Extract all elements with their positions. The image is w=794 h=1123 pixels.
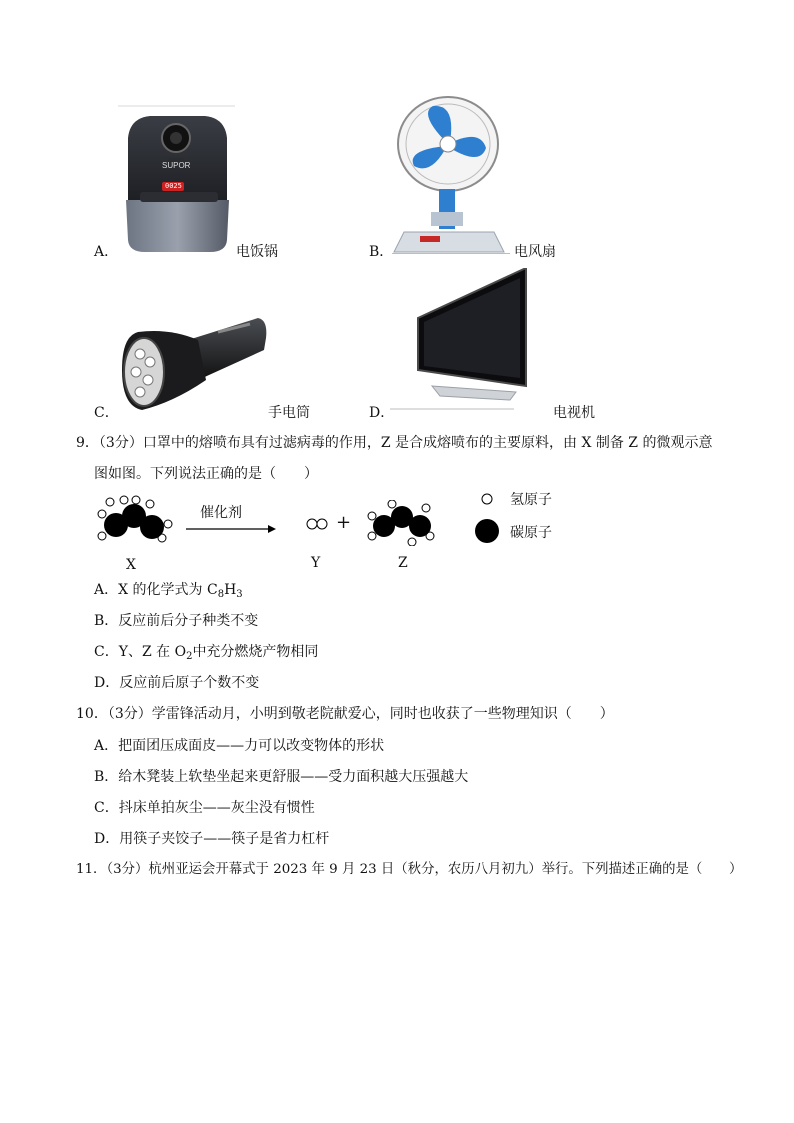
legend-carbon-label: 碳原子 bbox=[510, 525, 552, 541]
legend-hydrogen-label: 氢原子 bbox=[510, 492, 552, 508]
q8-option-b-text: 电风扇 bbox=[514, 244, 556, 260]
q10-option-d: D．用筷子夹饺子——筷子是省力杠杆 bbox=[94, 831, 330, 847]
flashlight-image bbox=[118, 310, 270, 412]
q8-option-c-letter: C． bbox=[94, 405, 119, 421]
rice-cooker-image bbox=[90, 100, 290, 265]
q8-option-b-letter: B． bbox=[369, 244, 394, 260]
q9-option-c: C．Y、Z 在 $O_2$中充分燃烧产物相同 bbox=[94, 644, 319, 662]
q8-option-b-underline bbox=[392, 253, 510, 254]
q10-option-b: B．给木凳装上软垫坐起来更舒服——受力面积越大压强越大 bbox=[94, 769, 469, 785]
q9-stem-line1: 9．（3分）口罩中的熔喷布具有过滤病毒的作用，Z 是合成熔喷布的主要原料，由 X 制备 Z 的微观示意 bbox=[76, 435, 713, 451]
q9-reaction-diagram bbox=[90, 488, 570, 578]
q8-option-a-text: 电饭锅 bbox=[236, 244, 278, 260]
electric-fan-image bbox=[388, 94, 513, 264]
cooker-brand: SUPOR bbox=[162, 161, 191, 170]
q10-stem: 10．（3分）学雷锋活动月，小明到敬老院献爱心，同时也收获了一些物理知识（ ） bbox=[76, 706, 614, 722]
molecule-z bbox=[366, 500, 436, 546]
q8-option-d-text: 电视机 bbox=[553, 405, 595, 421]
catalyst-label: 催化剂 bbox=[200, 505, 242, 521]
label-x: X bbox=[126, 557, 136, 573]
reaction-arrow bbox=[186, 522, 276, 532]
label-z: Z bbox=[398, 555, 408, 571]
q9-option-a: A．X 的化学式为 $C_8H_3$ bbox=[94, 582, 243, 600]
cooker-display: 0025 bbox=[165, 182, 182, 190]
q11-stem: 11．（3分）杭州亚运会开幕式于 2023 年 9 月 23 日（秋分，农历八月初九）举行。下列描述正确的是（ ） bbox=[76, 862, 743, 877]
q8-option-c-text: 手电筒 bbox=[268, 405, 310, 421]
television-image bbox=[388, 268, 528, 410]
legend-carbon-symbol bbox=[474, 518, 500, 544]
molecule-x bbox=[96, 494, 176, 544]
q8-option-a bbox=[90, 100, 290, 265]
q8-option-a-letter: A． bbox=[94, 244, 119, 260]
legend-hydrogen-symbol bbox=[480, 492, 494, 506]
q10-option-c: C．抖床单拍灰尘——灰尘没有惯性 bbox=[94, 800, 315, 816]
q9-option-b: B．反应前后分子种类不变 bbox=[94, 613, 259, 629]
plus-sign: + bbox=[336, 512, 352, 533]
q9-option-d: D．反应前后原子个数不变 bbox=[94, 675, 260, 691]
label-y: Y bbox=[311, 555, 321, 571]
q9-stem-line2: 图如图。下列说法正确的是（ ） bbox=[94, 466, 318, 482]
q10-option-a: A．把面团压成面皮——力可以改变物体的形状 bbox=[94, 738, 385, 754]
molecule-y bbox=[306, 518, 330, 530]
q8-option-d-letter: D． bbox=[369, 405, 395, 421]
